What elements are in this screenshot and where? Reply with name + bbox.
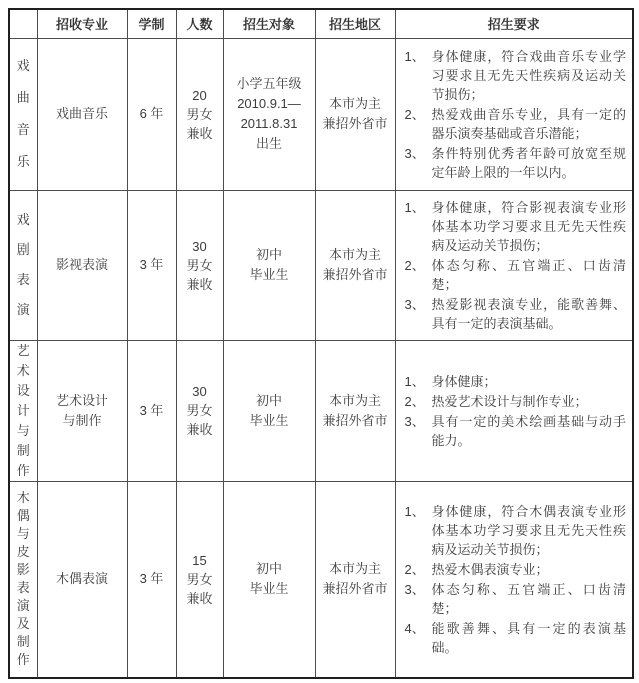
category-char: 皮 — [16, 544, 30, 560]
region-cell-line: 兼招外省市 — [322, 412, 388, 428]
region-cell-line: 本市为主 — [328, 392, 381, 408]
requirement-item — [402, 560, 627, 579]
table-row — [9, 340, 633, 481]
region-cell-line: 兼招外省市 — [322, 116, 388, 131]
major-cell-line: 戏曲音乐 — [55, 106, 108, 121]
requirement-text: 热爱戏曲音乐专业，具有一定的器乐演奏基础或音乐潜能； — [431, 106, 626, 141]
region-cell — [315, 38, 395, 190]
category-char: 戏 — [16, 212, 30, 227]
requirement-item — [402, 412, 627, 450]
requirement-text: 热爱艺术设计与制作专业； — [431, 393, 588, 409]
requirement-number: 1、 — [404, 373, 425, 389]
requirement-text: 体态匀称、五官端正、口齿清楚； — [431, 581, 626, 616]
header-row — [9, 9, 633, 38]
requirement-text: 能歌善舞、具有一定的表演基础。 — [431, 620, 626, 655]
count-cell-line: 兼收 — [186, 590, 213, 606]
target-cell-line: 初中 — [255, 247, 282, 262]
header-target: 招生对象 — [223, 9, 315, 38]
requirements-cell — [395, 190, 633, 340]
category-cell — [9, 340, 37, 481]
count-cell-line: 男女 — [186, 571, 213, 587]
count-cell-line: 兼收 — [186, 422, 213, 437]
category-char: 制 — [16, 634, 30, 650]
target-cell-line: 毕业生 — [249, 581, 289, 597]
requirement-number: 2、 — [404, 257, 425, 273]
count-cell — [176, 481, 223, 678]
requirement-item — [402, 47, 627, 104]
target-cell — [223, 340, 315, 481]
category-char: 计 — [16, 402, 30, 418]
duration-cell-line: 6 年 — [139, 106, 164, 121]
requirement-number: 3、 — [404, 296, 425, 312]
duration-cell — [127, 38, 176, 190]
count-cell-line: 30 — [192, 238, 207, 254]
count-cell-line: 男女 — [186, 403, 213, 418]
major-cell — [37, 190, 127, 340]
category-char: 作 — [16, 652, 30, 668]
requirement-number: 3、 — [404, 413, 425, 429]
category-char: 偶 — [16, 508, 30, 524]
category-char: 及 — [16, 616, 30, 632]
region-cell-line: 兼招外省市 — [322, 267, 388, 282]
count-cell — [176, 190, 223, 340]
category-char: 与 — [16, 422, 30, 438]
target-cell-line: 毕业生 — [249, 267, 289, 282]
header-count: 人数 — [176, 9, 223, 38]
requirement-number: 2、 — [404, 393, 425, 409]
header-duration: 学制 — [127, 9, 176, 38]
requirement-number: 1、 — [404, 199, 425, 215]
count-cell-line: 男女 — [186, 257, 213, 273]
category-char: 乐 — [16, 154, 30, 169]
requirement-number: 3、 — [404, 581, 425, 597]
category-cell — [9, 481, 37, 678]
category-char: 制 — [16, 442, 30, 458]
category-char: 影 — [16, 562, 30, 578]
requirement-number: 1、 — [404, 503, 425, 519]
count-cell — [176, 38, 223, 190]
region-cell — [315, 340, 395, 481]
duration-cell — [127, 190, 176, 340]
major-cell-line: 艺术设计 — [55, 392, 108, 408]
major-cell-line: 木偶表演 — [55, 571, 108, 587]
major-cell-line: 影视表演 — [55, 257, 108, 272]
category-char: 剧 — [16, 242, 30, 257]
category-cell — [9, 190, 37, 340]
requirement-item — [402, 392, 627, 411]
requirement-item — [402, 144, 627, 182]
requirement-item — [402, 372, 627, 391]
duration-cell — [127, 340, 176, 481]
category-char: 演 — [16, 302, 30, 317]
region-cell-line: 兼招外省市 — [322, 581, 388, 597]
requirement-item — [402, 256, 627, 294]
requirement-text: 热爱影视表演专业，能歌善舞、具有一定的表演基础。 — [431, 296, 626, 331]
duration-cell — [127, 481, 176, 678]
requirement-number: 4、 — [404, 620, 425, 636]
requirement-item — [402, 105, 627, 143]
requirements-cell — [395, 481, 633, 678]
category-char: 演 — [16, 598, 30, 614]
requirement-number: 3、 — [404, 145, 425, 161]
region-cell-line: 本市为主 — [328, 247, 381, 262]
target-cell-line: 出生 — [255, 136, 282, 151]
major-cell — [37, 38, 127, 190]
count-cell-line: 15 — [192, 552, 207, 568]
category-char: 艺 — [16, 342, 30, 358]
count-cell-line: 30 — [192, 384, 207, 399]
requirement-item — [402, 198, 627, 255]
target-cell — [223, 481, 315, 678]
duration-cell-line: 3 年 — [139, 402, 164, 418]
major-cell — [37, 340, 127, 481]
requirement-text: 身体健康，符合木偶表演专业形体基本功学习要求且无先天性疾病及运动关节损伤； — [431, 503, 626, 557]
requirement-number: 2、 — [404, 106, 425, 122]
requirement-item — [402, 619, 627, 657]
requirements-cell — [395, 38, 633, 190]
major-cell — [37, 481, 127, 678]
target-cell-line: 初中 — [255, 561, 282, 577]
category-char: 表 — [16, 272, 30, 287]
category-char: 曲 — [16, 90, 30, 105]
count-cell — [176, 340, 223, 481]
region-cell — [315, 190, 395, 340]
header-major: 招收专业 — [37, 9, 127, 38]
target-cell-line: 初中 — [255, 392, 282, 408]
table-row — [9, 190, 633, 340]
table-header — [9, 9, 633, 38]
category-char: 戏 — [16, 58, 30, 73]
header-region: 招生地区 — [315, 9, 395, 38]
requirement-number: 2、 — [404, 561, 425, 577]
major-cell-line: 与制作 — [62, 412, 102, 428]
requirements-cell — [395, 340, 633, 481]
requirement-text: 条件特别优秀者年龄可放宽至规定年龄上限的一年以内。 — [431, 145, 626, 180]
target-cell-line: 2011.8.31 — [240, 116, 298, 131]
requirement-text: 热爱木偶表演专业； — [431, 561, 549, 577]
count-cell-line: 兼收 — [186, 125, 213, 141]
requirement-text: 体态匀称、五官端正、口齿清楚； — [431, 257, 626, 292]
region-cell-line: 本市为主 — [328, 96, 381, 111]
region-cell — [315, 481, 395, 678]
requirement-item — [402, 295, 627, 333]
category-char: 表 — [16, 580, 30, 596]
requirement-text: 身体健康； — [431, 373, 497, 389]
admissions-table — [8, 8, 634, 679]
requirement-text: 具有一定的美术绘画基础与动手能力。 — [431, 413, 626, 448]
target-cell-line: 2010.9.1— — [237, 96, 301, 111]
region-cell-line: 本市为主 — [328, 561, 381, 577]
target-cell-line: 小学五年级 — [236, 76, 302, 91]
requirement-item — [402, 580, 627, 618]
category-char: 作 — [16, 462, 30, 478]
target-cell — [223, 38, 315, 190]
target-cell — [223, 190, 315, 340]
category-char: 术 — [16, 362, 30, 378]
category-cell — [9, 38, 37, 190]
requirement-number: 1、 — [404, 48, 425, 64]
requirement-text: 身体健康，符合影视表演专业形体基本功学习要求且无先天性疾病及运动关节损伤； — [431, 199, 626, 253]
category-char: 与 — [16, 526, 30, 542]
target-cell-line: 毕业生 — [249, 412, 289, 428]
header-requirements: 招生要求 — [395, 9, 633, 38]
table-row — [9, 38, 633, 190]
category-char: 音 — [16, 122, 30, 137]
requirement-item — [402, 502, 627, 559]
category-char: 设 — [16, 382, 30, 398]
requirement-text: 身体健康，符合戏曲音乐专业学习要求且无先天性疾病及运动关节损伤； — [431, 48, 626, 102]
table-row — [9, 481, 633, 678]
duration-cell-line: 3 年 — [139, 257, 164, 272]
count-cell-line: 兼收 — [186, 276, 213, 292]
count-cell-line: 男女 — [186, 106, 213, 122]
category-char: 木 — [16, 490, 30, 506]
count-cell-line: 20 — [192, 87, 207, 103]
header-category — [9, 9, 37, 38]
table-body — [9, 38, 633, 678]
duration-cell-line: 3 年 — [139, 571, 164, 587]
